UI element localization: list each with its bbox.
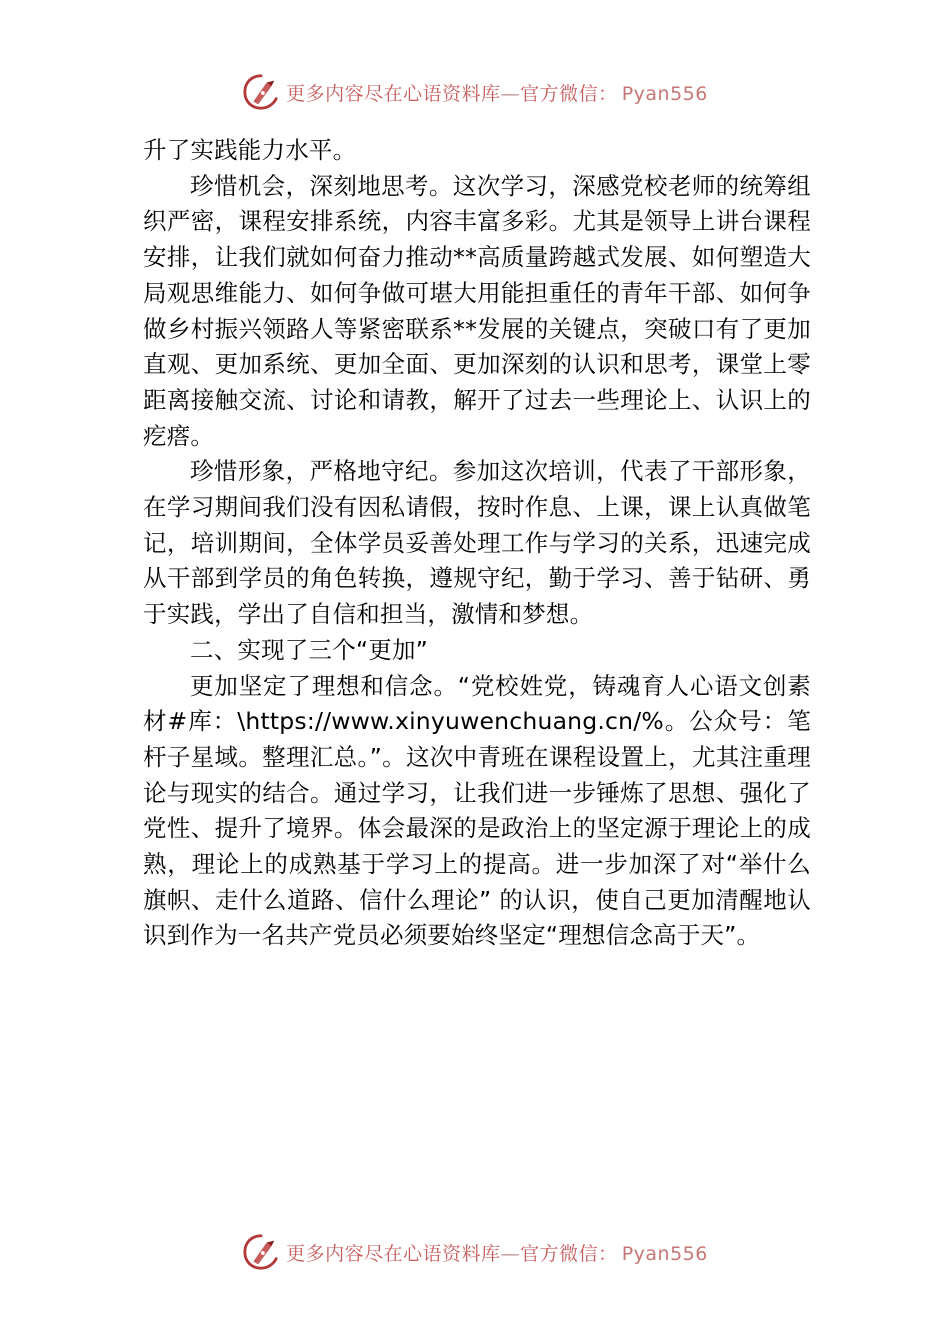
paragraph-1: 升了实践能力水平。 — [143, 136, 357, 164]
paragraph-3: 珍惜形象，严格地守纪。参加这次培训，代表了干部形象，在学习期间我们没有因私请假，按时作息、上课，课上认真做笔记，培训期间，全体学员妥善处理工作与学习的关系，迅速完成从干部到学员的角色转换，遵规守纪，勤于学习、善于钻研、勇于实践，学出了自信和担当，激情和梦想。 — [143, 457, 811, 629]
watermark-prefix: 更多内容尽在心语资料库 — [286, 82, 501, 105]
section-heading: 二、实现了三个“更加” — [190, 635, 429, 664]
watermark-wechat-id: Pyan556 — [621, 82, 708, 105]
pen-nib-logo-icon — [242, 1233, 280, 1271]
paragraph-2: 珍惜机会，深刻地思考。这次学习，深感党校老师的统筹组织严密，课程安排系统，内容丰富多彩。尤其是领导上讲台课程安排，让我们就如何奋力推动**高质量跨越式发展、如何塑造大局观思维能力、如何争做可堪大用能担重任的青年干部、如何争做乡村振兴领路人等紧密联系**发展的关键点，突破口有了更加直观、更加系统、更加全面、更加深刻的认识和思考，课堂上零距离接触交流、讨论和请教，解开了过去一些理论上、认识上的疙瘩。 — [143, 171, 811, 450]
document-body — [143, 133, 811, 954]
watermark-text — [286, 1239, 708, 1266]
watermark-row — [242, 73, 708, 111]
watermark-separator: — — [500, 1242, 521, 1265]
watermark-wechat-label: 官方微信： — [520, 82, 618, 105]
footer-watermark — [0, 1230, 950, 1274]
header-watermark — [0, 70, 950, 114]
paragraph-4: 更加坚定了理想和信念。“党校姓党，铸魂育人心语文创素材#库：\https://www.xinyuwenchuang.cn/%。公众号：笔杆子星域。整理汇总。”。这次中青班在课程设置上，尤其注重理论与现实的结合。通过学习，让我们进一步锤炼了思想、强化了党性、提升了境界。体会最深的是政治上的坚定源于理论上的成熟，理论上的成熟基于学习上的提高。进一步加深了对“举什么旗帜、走什么道路、信什么理论” 的认识，使自己更加清醒地认识到作为一名共产党员必须要始终坚定“理想信念高于天”。 — [143, 671, 811, 950]
pen-nib-logo-icon — [242, 73, 280, 111]
watermark-wechat-label: 官方微信： — [520, 1242, 618, 1265]
watermark-text — [286, 79, 708, 106]
watermark-row — [242, 1233, 708, 1271]
watermark-prefix: 更多内容尽在心语资料库 — [286, 1242, 501, 1265]
watermark-wechat-id: Pyan556 — [621, 1242, 708, 1265]
watermark-separator: — — [500, 82, 521, 105]
